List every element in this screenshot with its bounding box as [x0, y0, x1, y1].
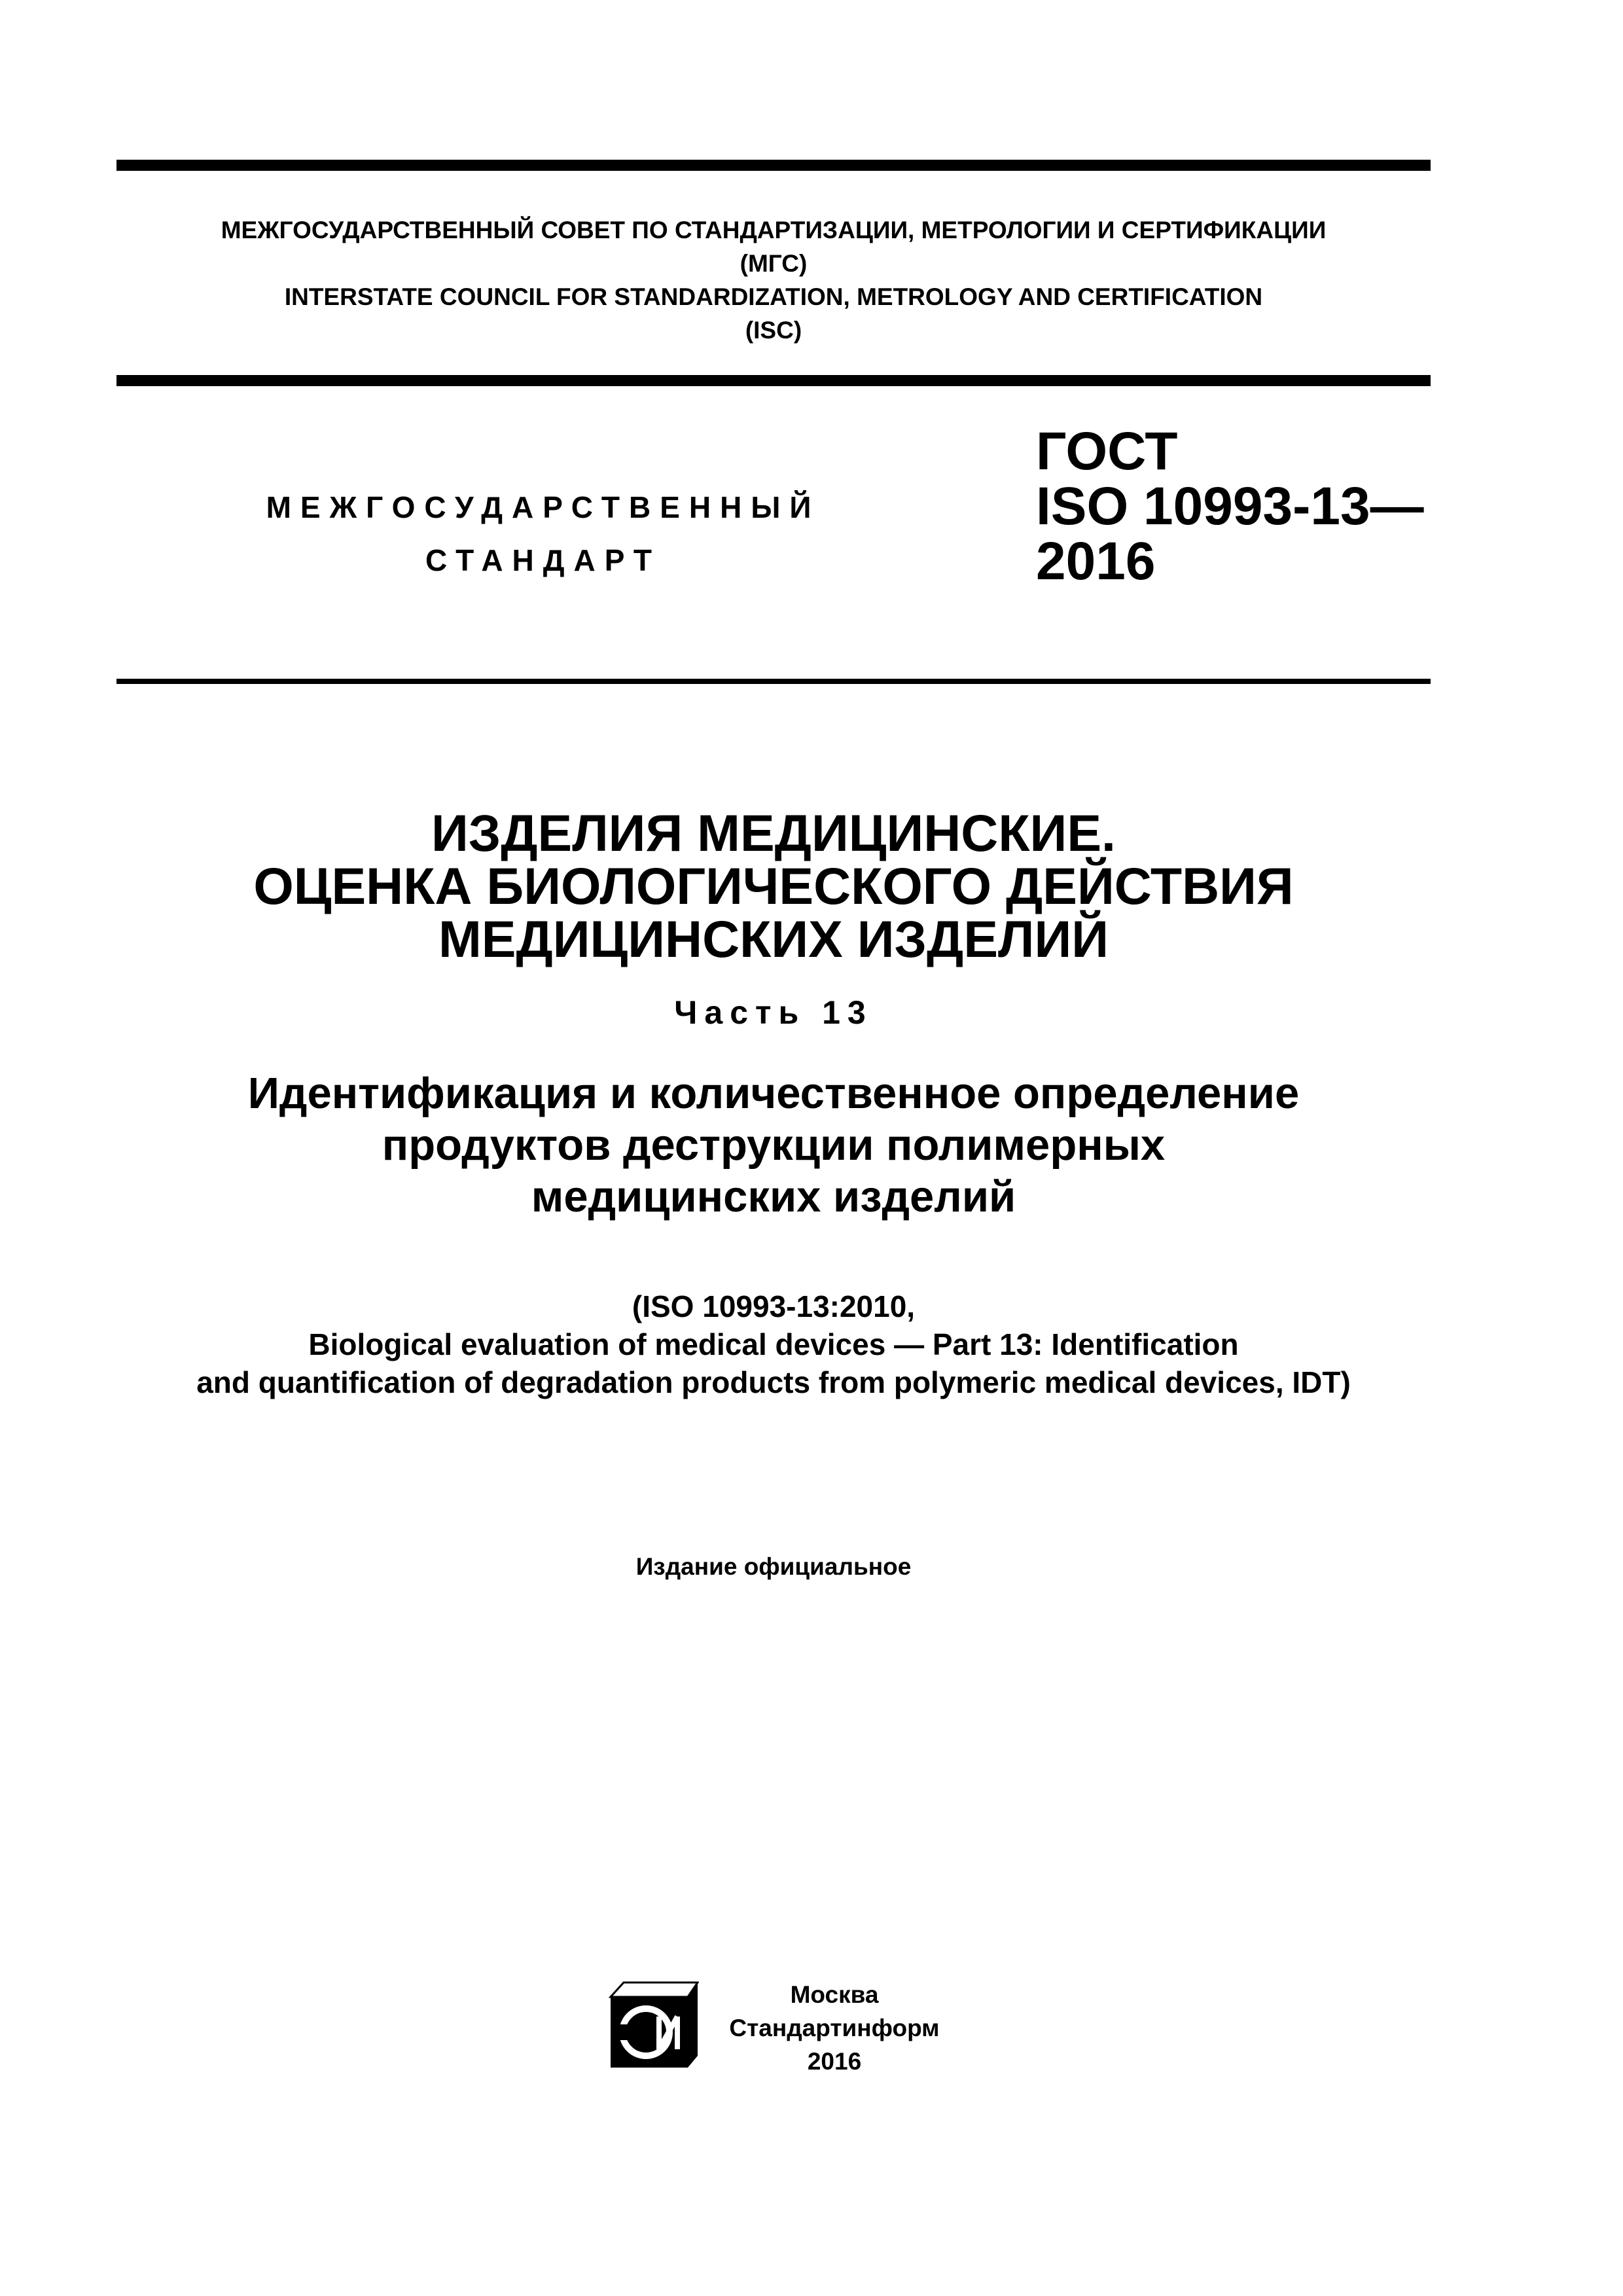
publisher-name: Стандартинформ: [729, 2015, 940, 2041]
lower-rule: [116, 679, 1431, 684]
title-line-3: МЕДИЦИНСКИХ ИЗДЕЛИЙ: [438, 910, 1109, 968]
council-name-en: INTERSTATE COUNCIL FOR STANDARDIZATION, METROLOGY AND CERTIFICATION: [284, 283, 1263, 310]
publisher-year: 2016: [807, 2048, 862, 2075]
standard-type-line-2: СТАНДАРТ: [425, 543, 661, 577]
title-line-2: ОЦЕНКА БИОЛОГИЧЕСКОГО ДЕЙСТВИЯ: [253, 857, 1294, 915]
publisher-city: Москва: [790, 1981, 879, 2008]
edition-label: Издание официальное: [635, 1553, 912, 1580]
document-title: [116, 804, 1431, 968]
part-subtitle: [116, 1067, 1431, 1223]
standartinform-logo-icon: [604, 1979, 699, 2073]
council-header: [116, 213, 1431, 347]
iso-reference-line-1: (ISO 10993-13:2010,: [632, 1289, 916, 1323]
standard-type-line-1: МЕЖГОСУДАРСТВЕННЫЙ: [266, 490, 821, 524]
council-abbr-ru: (МГС): [740, 250, 808, 277]
iso-reference-line-2: Biological evaluation of medical devices — Part 13: Identification: [308, 1327, 1239, 1361]
title-line-1: ИЗДЕЛИЯ МЕДИЦИНСКИЕ.: [431, 804, 1116, 862]
council-name-ru: МЕЖГОСУДАРСТВЕННЫЙ СОВЕТ ПО СТАНДАРТИЗАЦИИ, МЕТРОЛОГИИ И СЕРТИФИКАЦИИ: [221, 217, 1327, 243]
iso-reference-line-3: and quantification of degradation products from polymeric medical devices, IDT): [196, 1365, 1351, 1399]
designation-line-2: ISO 10993-13—: [1036, 476, 1424, 536]
title-block: [116, 806, 1431, 1401]
standard-type-label: [216, 481, 870, 587]
subtitle-line-2: продуктов деструкции полимерных: [382, 1121, 1166, 1170]
subtitle-line-3: медицинских изделий: [531, 1172, 1016, 1221]
standard-designation: [1036, 424, 1424, 589]
designation-line-3: 2016: [1036, 531, 1156, 591]
designation-line-1: ГОСТ: [1036, 422, 1178, 481]
publisher-block: [707, 1978, 962, 2078]
part-label: Часть 13: [674, 994, 873, 1031]
council-abbr-en: (ISC): [745, 317, 802, 344]
iso-reference: [116, 1287, 1431, 1401]
top-rule: [116, 160, 1431, 171]
subtitle-line-1: Идентификация и количественное определение: [247, 1069, 1300, 1118]
middle-rule: [116, 375, 1431, 386]
